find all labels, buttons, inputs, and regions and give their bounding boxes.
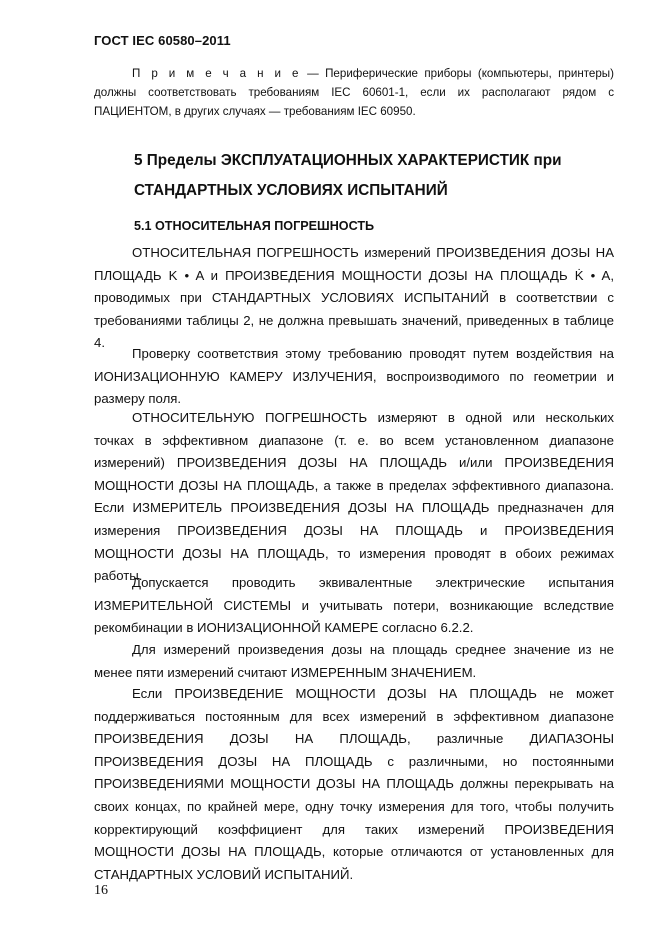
subsection-title: 5.1 ОТНОСИТЕЛЬНАЯ ПОГРЕШНОСТЬ [134, 219, 375, 233]
body-paragraph-3: ОТНОСИТЕЛЬНУЮ ПОГРЕШНОСТЬ измеряют в одной или нескольких точках в эффективном диапазоне (т. е. во всем установленном диапазоне измерений) ПРОИЗВЕДЕНИЯ ДОЗЫ НА ПЛОЩАДЬ и/или ПРОИЗВЕДЕНИЯ МОЩНОСТИ ДОЗЫ НА ПЛОЩАДЬ, а также в пределах эффективного диапазона. Если ИЗМЕРИТЕЛЬ ПРОИЗВЕДЕНИЯ ДОЗЫ НА ПЛОЩАДЬ предназначен для измерения ПРОИЗВЕДЕНИЯ ДОЗЫ НА ПЛОЩАДЬ и ПРОИЗВЕДЕНИЯ МОЩНОСТИ ДОЗЫ НА ПЛОЩАДЬ, то измерения проводят в обоих режимах работы. [94, 410, 614, 584]
section-title: 5 Пределы ЭКСПЛУАТАЦИОННЫХ ХАРАКТЕРИСТИК при СТАНДАРТНЫХ УСЛОВИЯХ ИСПЫТАНИЙ [134, 152, 562, 199]
note-label: П р и м е ч а н и е [132, 67, 301, 80]
body-paragraph-1: ОТНОСИТЕЛЬНАЯ ПОГРЕШНОСТЬ измерений ПРОИЗВЕДЕНИЯ ДОЗЫ НА ПЛОЩАДЬ K • A и ПРОИЗВЕДЕНИЯ МОЩНОСТИ ДОЗЫ НА ПЛОЩАДЬ K̇ • A, проводимых при СТАНДАРТНЫХ УСЛОВИЯХ ИСПЫТАНИЙ в соответствии с требованиями таблицы 2, не должна превышать значений, приведенных в таблице 4. [94, 245, 614, 351]
body-paragraph-5: Для измерений произведения дозы на площадь среднее значение из не менее пяти измерений считают ИЗМЕРЕННЫМ ЗНАЧЕНИЕМ. [94, 642, 614, 680]
body-paragraph-2: Проверку соответствия этому требованию проводят путем воздействия на ИОНИЗАЦИОННУЮ КАМЕРУ ИЗЛУЧЕНИЯ, воспроизводимого по геометрии и размеру поля. [94, 346, 614, 407]
page-number: 16 [94, 883, 108, 898]
document-header: ГОСТ IEC 60580–2011 [94, 33, 231, 48]
note-paragraph [94, 64, 614, 121]
body-paragraph-6: Если ПРОИЗВЕДЕНИЕ МОЩНОСТИ ДОЗЫ НА ПЛОЩАДЬ не может поддерживаться постоянным для всех измерений в эффективном диапазоне ПРОИЗВЕДЕНИЯ ДОЗЫ НА ПЛОЩАДЬ, различные ДИАПАЗОНЫ ПРОИЗВЕДЕНИЯ ДОЗЫ НА ПЛОЩАДЬ с различными, но постоянными ПРОИЗВЕДЕНИЯМИ МОЩНОСТИ ДОЗЫ НА ПЛОЩАДЬ должны перекрывать на своих концах, по крайней мере, одну точку измерения для того, чтобы получить корректирующий коэффициент для таких измерений ПРОИЗВЕДЕНИЯ МОЩНОСТИ ДОЗЫ НА ПЛОЩАДЬ, которые отличаются от установленных для СТАНДАРТНЫХ УСЛОВИЙ ИСПЫТАНИЙ. [94, 686, 614, 882]
body-paragraph-4: Допускается проводить эквивалентные электрические испытания ИЗМЕРИТЕЛЬНОЙ СИСТЕМЫ и учитывать потери, возникающие вследствие рекомбинации в ИОНИЗАЦИОННОЙ КАМЕРЕ согласно 6.2.2. [94, 575, 614, 636]
note-text: — Периферические приборы (компьютеры, принтеры) должны соответствовать требованиям IEC 60601-1, если их располагают рядом с ПАЦИЕНТОМ, в других случаях — требованиям IEC 60950. [94, 67, 614, 118]
